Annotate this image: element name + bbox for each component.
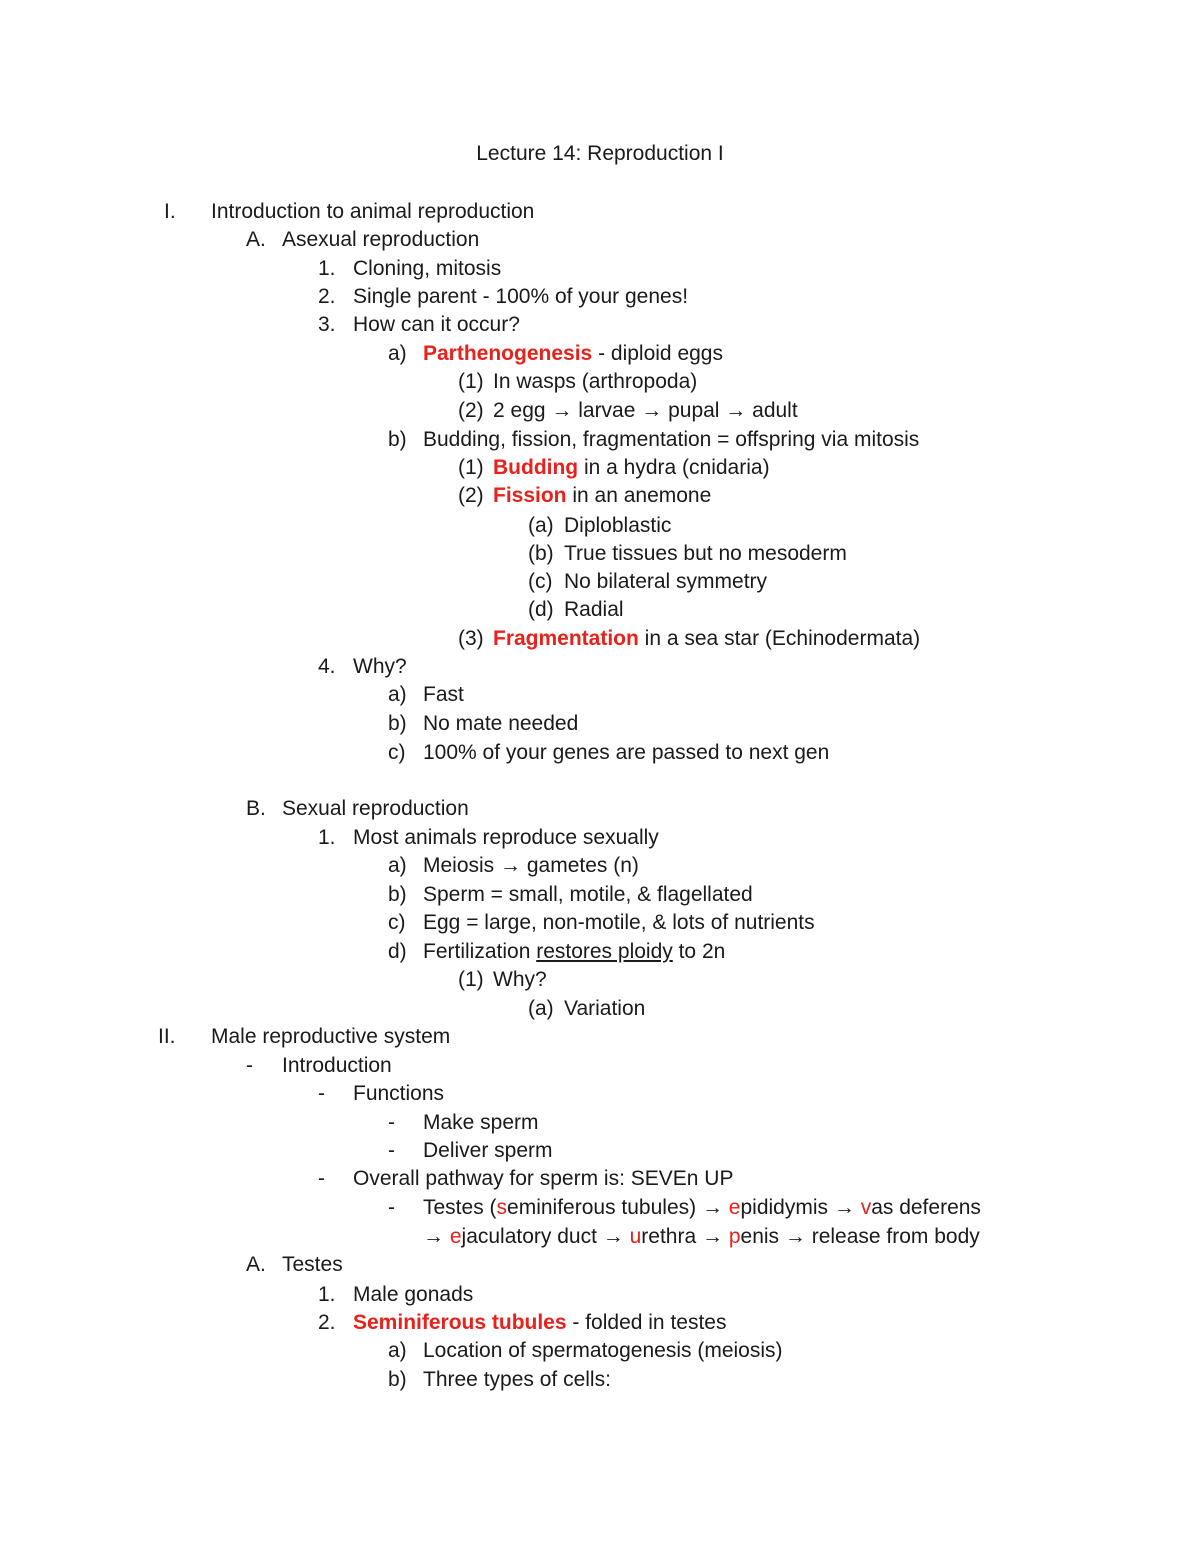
outline-marker: d) <box>388 940 407 963</box>
line-text: to 2n <box>672 940 726 963</box>
line-text: Sexual reproduction <box>282 797 469 820</box>
outline-marker: a) <box>388 683 407 706</box>
underlined-text: restores ploidy <box>536 940 673 963</box>
outline-line <box>423 853 639 879</box>
line-text: No mate needed <box>423 712 579 735</box>
line-text: Fertilization <box>423 940 537 963</box>
key-term: Fragmentation <box>493 627 639 650</box>
outline-line <box>353 256 501 282</box>
outline-line <box>423 1195 981 1221</box>
outline-line <box>423 341 723 367</box>
line-text: Testes <box>282 1253 343 1276</box>
outline-marker: A. <box>246 1253 266 1276</box>
outline-marker: b) <box>388 712 407 735</box>
outline-marker: I. <box>164 200 176 223</box>
mnemonic-letter: v <box>860 1196 872 1219</box>
line-text: - diploid eggs <box>592 342 723 365</box>
line-text: Most animals reproduce sexually <box>353 826 659 849</box>
line-text: → <box>423 1225 450 1248</box>
outline-marker: - <box>388 1111 395 1134</box>
outline-line <box>564 597 624 623</box>
key-term: Seminiferous tubules <box>353 1311 567 1334</box>
outline-marker: b) <box>388 1368 407 1391</box>
outline-marker: 1. <box>318 1283 336 1306</box>
outline-line <box>353 825 659 851</box>
outline-line <box>564 541 847 567</box>
outline-marker: (a) <box>528 997 554 1020</box>
outline-marker: 2. <box>318 285 336 308</box>
line-text: Three types of cells: <box>423 1368 611 1391</box>
line-text: rethra → <box>641 1225 729 1248</box>
outline-line <box>493 455 770 481</box>
outline-marker: - <box>318 1082 325 1105</box>
line-text: Single parent - 100% of your genes! <box>353 285 689 308</box>
line-text: True tissues but no mesoderm <box>564 542 847 565</box>
line-text: in an anemone <box>566 484 712 507</box>
outline-line <box>423 1138 553 1164</box>
outline-line <box>493 967 547 993</box>
outline-line <box>564 569 767 595</box>
line-text: Why? <box>493 968 547 991</box>
outline-marker: (2) <box>458 484 484 507</box>
outline-marker: (1) <box>458 370 484 393</box>
line-text: Meiosis → gametes (n) <box>423 854 639 877</box>
outline-line <box>353 312 520 338</box>
line-text: 2 egg → larvae → pupal → adult <box>493 399 798 422</box>
outline-line <box>282 227 479 253</box>
line-text: Why? <box>353 655 407 678</box>
mnemonic-letter: s <box>496 1196 508 1219</box>
outline-line <box>423 1338 783 1364</box>
outline-marker: b) <box>388 428 407 451</box>
outline-line <box>423 910 815 936</box>
line-text: Deliver sperm <box>423 1139 553 1162</box>
outline-line <box>423 682 464 708</box>
line-text: eminiferous tubules) → <box>507 1196 729 1219</box>
outline-marker: 1. <box>318 257 336 280</box>
outline-line <box>564 996 645 1022</box>
outline-line <box>353 1282 473 1308</box>
outline-marker: a) <box>388 1339 407 1362</box>
outline-marker: - <box>246 1054 253 1077</box>
line-text: Asexual reproduction <box>282 228 480 251</box>
outline-marker: A. <box>246 228 266 251</box>
line-text: Radial <box>564 598 624 621</box>
outline-marker: 3. <box>318 313 336 336</box>
outline-marker: (3) <box>458 627 484 650</box>
outline-marker: (c) <box>528 570 553 593</box>
line-text: Testes ( <box>423 1196 497 1219</box>
outline-line <box>353 1166 733 1192</box>
line-text: Overall pathway for sperm is: SEVEn UP <box>353 1167 734 1190</box>
line-text: Male gonads <box>353 1283 474 1306</box>
line-text: jaculatory duct → <box>461 1225 630 1248</box>
outline-line <box>493 483 711 509</box>
line-text: Diploblastic <box>564 514 672 537</box>
outline-marker: B. <box>246 797 266 820</box>
line-text: Sperm = small, motile, & flagellated <box>423 883 753 906</box>
line-text: Cloning, mitosis <box>353 257 502 280</box>
outline-line <box>282 796 469 822</box>
outline-line <box>423 939 725 965</box>
line-text: No bilateral symmetry <box>564 570 768 593</box>
outline-line <box>353 1081 444 1107</box>
line-text: Male reproductive system <box>211 1025 451 1048</box>
line-text: Introduction to animal reproduction <box>211 200 535 223</box>
outline-marker: (b) <box>528 542 554 565</box>
outline-marker: 2. <box>318 1311 336 1334</box>
line-text: pididymis → <box>740 1196 861 1219</box>
outline-marker: b) <box>388 883 407 906</box>
outline-line <box>353 284 688 310</box>
line-text: Fast <box>423 683 464 706</box>
line-text: in a hydra (cnidaria) <box>578 456 770 479</box>
outline-line <box>493 626 920 652</box>
line-text: In wasps (arthropoda) <box>493 370 698 393</box>
mnemonic-letter: u <box>629 1225 642 1248</box>
outline-line <box>493 369 697 395</box>
outline-marker: - <box>388 1139 395 1162</box>
outline-line <box>282 1053 392 1079</box>
key-term: Parthenogenesis <box>423 342 593 365</box>
line-text: in a sea star (Echinodermata) <box>638 627 921 650</box>
line-text: Functions <box>353 1082 445 1105</box>
document-title: Lecture 14: Reproduction I <box>476 142 724 165</box>
outline-marker: (1) <box>458 456 484 479</box>
line-text: as deferens <box>871 1196 981 1219</box>
line-text: How can it occur? <box>353 313 520 336</box>
line-text: - folded in testes <box>566 1311 727 1334</box>
line-text: Introduction <box>282 1054 392 1077</box>
outline-line <box>423 1224 980 1250</box>
outline-marker: a) <box>388 854 407 877</box>
line-text: Variation <box>564 997 646 1020</box>
outline-marker: - <box>388 1196 395 1219</box>
outline-marker: 4. <box>318 655 336 678</box>
outline-marker: (1) <box>458 968 484 991</box>
outline-line <box>211 1024 450 1050</box>
outline-marker: a) <box>388 342 407 365</box>
outline-marker: c) <box>388 911 406 934</box>
key-term: Budding <box>493 456 579 479</box>
line-text: Make sperm <box>423 1111 539 1134</box>
outline-marker: (a) <box>528 514 554 537</box>
outline-marker: c) <box>388 741 406 764</box>
outline-line <box>353 654 407 680</box>
outline-line <box>282 1252 343 1278</box>
line-text: Egg = large, non-motile, & lots of nutrients <box>423 911 815 934</box>
outline-line <box>423 882 753 908</box>
outline-marker: 1. <box>318 826 336 849</box>
outline-line <box>423 711 578 737</box>
outline-marker: II. <box>158 1025 176 1048</box>
outline-line <box>423 427 919 453</box>
outline-line <box>564 513 671 539</box>
line-text: Location of spermatogenesis (meiosis) <box>423 1339 783 1362</box>
line-text: 100% of your genes are passed to next gen <box>423 741 830 764</box>
line-text: enis → release from body <box>740 1225 980 1248</box>
outline-line <box>423 740 829 766</box>
mnemonic-letter: e <box>728 1196 741 1219</box>
outline-line <box>493 398 798 424</box>
outline-line <box>423 1367 611 1393</box>
outline-line <box>423 1110 539 1136</box>
outline-marker: (d) <box>528 598 554 621</box>
outline-marker: - <box>318 1167 325 1190</box>
outline-line <box>211 199 534 225</box>
mnemonic-letter: p <box>728 1225 741 1248</box>
line-text: Budding, fission, fragmentation = offspring via mitosis <box>423 428 920 451</box>
outline-marker: (2) <box>458 399 484 422</box>
outline-line <box>353 1310 726 1336</box>
key-term: Fission <box>493 484 567 507</box>
mnemonic-letter: e <box>449 1225 462 1248</box>
